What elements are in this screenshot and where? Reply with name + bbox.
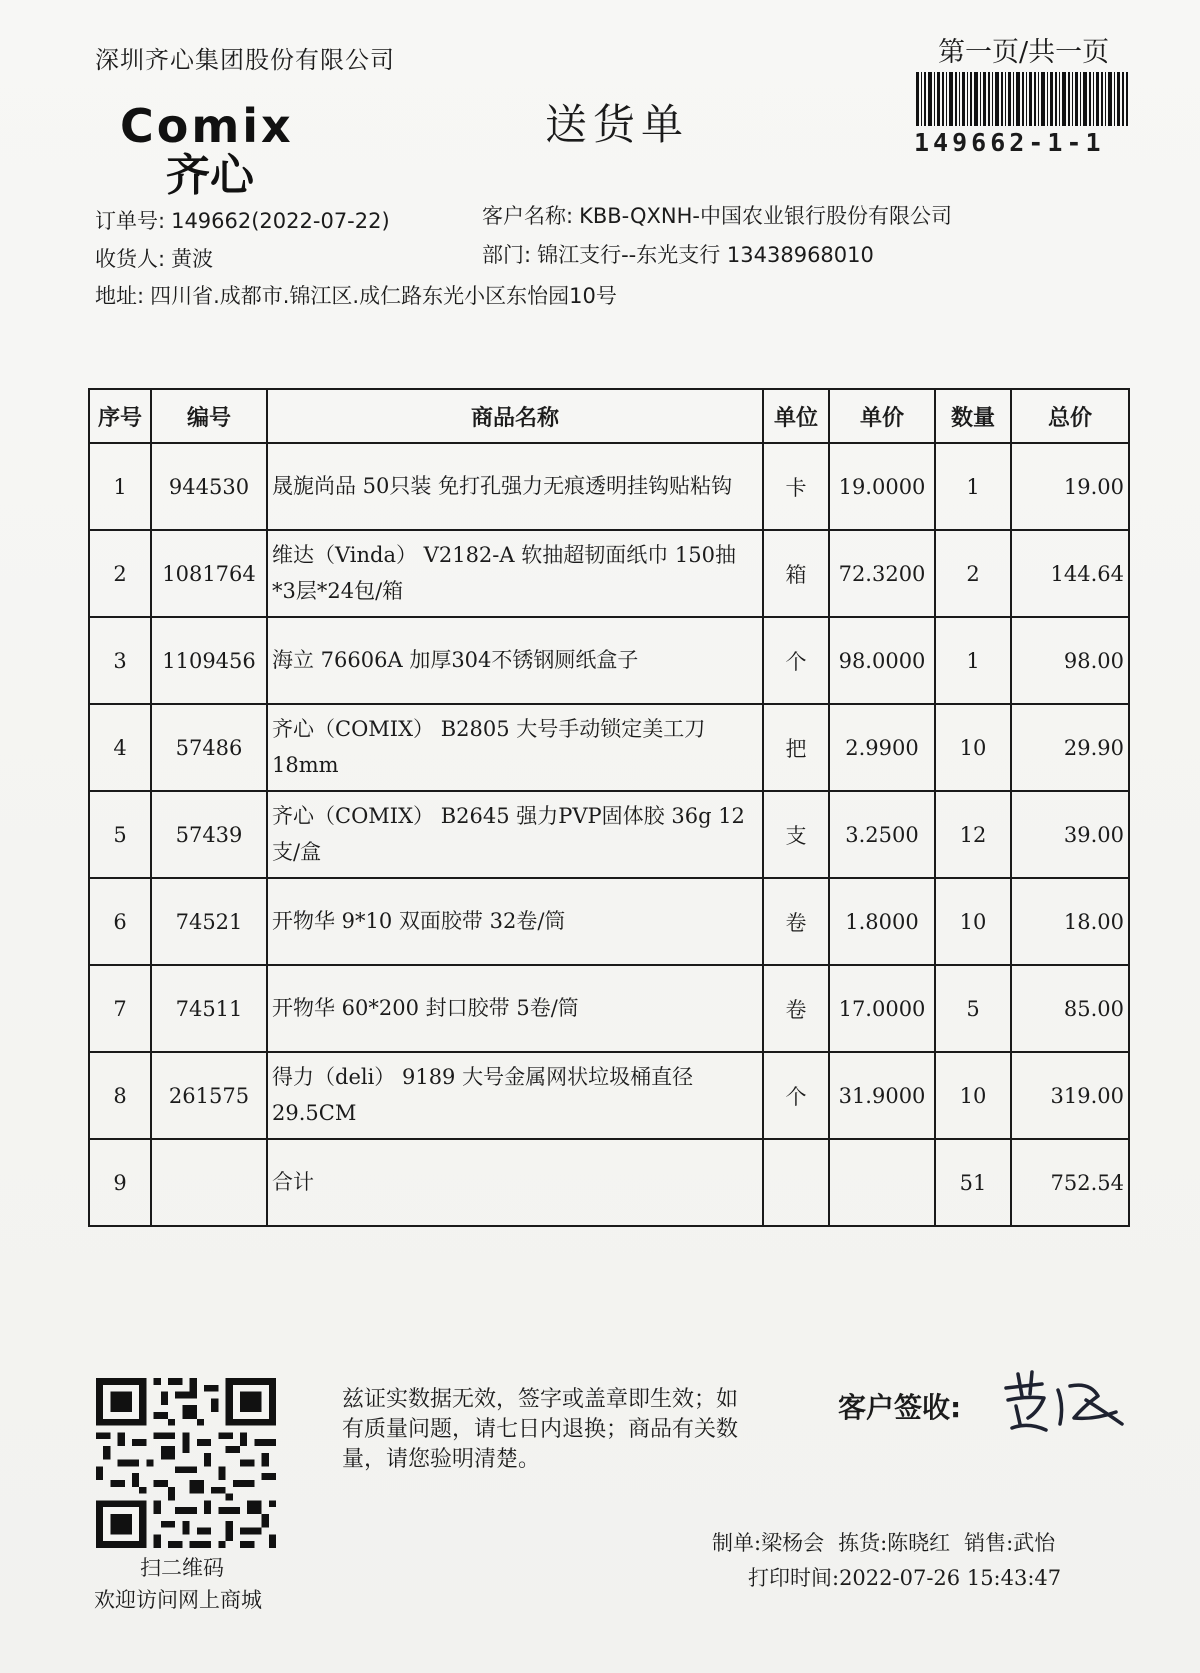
cell-total: 85.00 (1011, 965, 1129, 1052)
cell-code: 1109456 (151, 617, 267, 704)
table-row (89, 530, 1129, 617)
cell-quantity: 10 (935, 1052, 1011, 1139)
cell-quantity: 1 (935, 617, 1011, 704)
handwritten-signature (998, 1366, 1128, 1436)
cell-product-name: 开物华 60*200 封口胶带 5卷/筒 (267, 965, 763, 1052)
cell-product-name: 晟旎尚品 50只装 免打孔强力无痕透明挂钩贴粘钩 (267, 443, 763, 530)
cell-unit: 卷 (763, 878, 829, 965)
header-unit-price: 单价 (829, 389, 935, 443)
address (95, 280, 617, 310)
cell-code (151, 1139, 267, 1226)
cell-unit-price: 98.0000 (829, 617, 935, 704)
cell-seq: 4 (89, 704, 151, 791)
cell-total-label: 合计 (267, 1139, 763, 1226)
qr-caption-scan: 扫二维码 (140, 1556, 224, 1580)
cell-product-name: 齐心（COMIX） B2805 大号手动锁定美工刀 18mm (267, 704, 763, 791)
comix-logo (118, 98, 338, 196)
cell-unit-price: 31.9000 (829, 1052, 935, 1139)
cell-code: 1081764 (151, 530, 267, 617)
cell-unit-price: 3.2500 (829, 791, 935, 878)
address-label: 地址: (95, 284, 145, 308)
header-unit: 单位 (763, 389, 829, 443)
sales: 销售:武怡 (964, 1531, 1056, 1555)
cell-quantity: 1 (935, 443, 1011, 530)
cell-product-name: 海立 76606A 加厚304不锈钢厕纸盒子 (267, 617, 763, 704)
cell-unit: 卷 (763, 965, 829, 1052)
customer-name (482, 200, 952, 230)
cell-unit: 箱 (763, 530, 829, 617)
cell-seq: 7 (89, 965, 151, 1052)
table-row (89, 1052, 1129, 1139)
table-header-row (89, 389, 1129, 443)
staff-info (712, 1527, 1069, 1557)
cell-seq: 8 (89, 1052, 151, 1139)
customer-name-label: 客户名称: (482, 204, 574, 228)
receiver-value: 黄波 (171, 247, 214, 271)
cell-unit: 把 (763, 704, 829, 791)
cell-total: 19.00 (1011, 443, 1129, 530)
cell-unit (763, 1139, 829, 1226)
page-info: 第一页/共一页 (938, 37, 1110, 68)
cell-seq: 5 (89, 791, 151, 878)
cell-unit: 支 (763, 791, 829, 878)
table-row (89, 878, 1129, 965)
cell-seq: 3 (89, 617, 151, 704)
cell-quantity: 5 (935, 965, 1011, 1052)
cell-seq: 1 (89, 443, 151, 530)
cell-total: 39.00 (1011, 791, 1129, 878)
cell-code: 74511 (151, 965, 267, 1052)
table-row (89, 791, 1129, 878)
cell-product-name: 得力（deli） 9189 大号金属网状垃圾桶直径29.5CM (267, 1052, 763, 1139)
cell-unit-price: 19.0000 (829, 443, 935, 530)
cell-total: 144.64 (1011, 530, 1129, 617)
receiver-label: 收货人: (95, 247, 166, 271)
cell-unit-price: 2.9900 (829, 704, 935, 791)
cell-unit-price (829, 1139, 935, 1226)
cell-product-name: 齐心（COMIX） B2645 强力PVP固体胶 36g 12支/盒 (267, 791, 763, 878)
cell-unit: 个 (763, 1052, 829, 1139)
header-quantity: 数量 (935, 389, 1011, 443)
cell-code: 944530 (151, 443, 267, 530)
cell-code: 57439 (151, 791, 267, 878)
cell-seq: 2 (89, 530, 151, 617)
svg-text:Comix: Comix (120, 99, 294, 153)
cell-unit: 卡 (763, 443, 829, 530)
cell-seq: 9 (89, 1139, 151, 1226)
barcode-number: 149662-1-1 (914, 128, 1105, 157)
company-name: 深圳齐心集团股份有限公司 (95, 46, 395, 74)
qr-code (96, 1378, 276, 1548)
customer-sign-label: 客户签收: (838, 1391, 962, 1424)
cell-total: 319.00 (1011, 1052, 1129, 1139)
notice-text: 兹证实数据无效，签字或盖章即生效；如有质量问题，请七日内退换；商品有关数量，请您验明清楚。 (342, 1387, 739, 1472)
cell-unit: 个 (763, 617, 829, 704)
order-number (95, 205, 390, 235)
cell-code: 57486 (151, 704, 267, 791)
cell-product-name: 维达（Vinda） V2182-A 软抽超韧面纸巾 150抽*3层*24包/箱 (267, 530, 763, 617)
cell-seq: 6 (89, 878, 151, 965)
table-row (89, 443, 1129, 530)
header-product-name: 商品名称 (267, 389, 763, 443)
customer-name-value: KBB-QXNH-中国农业银行股份有限公司 (579, 204, 953, 228)
department-value: 锦江支行--东光支行 13438968010 (537, 243, 874, 267)
table-row (89, 965, 1129, 1052)
department-label: 部门: (482, 243, 532, 267)
cell-total: 29.90 (1011, 704, 1129, 791)
department (482, 239, 874, 269)
cell-code: 74521 (151, 878, 267, 965)
maker: 制单:梁杨会 (712, 1531, 825, 1555)
cell-quantity: 10 (935, 878, 1011, 965)
print-time: 打印时间:2022-07-26 15:43:47 (748, 1566, 1062, 1590)
document-title: 送货单 (545, 100, 690, 149)
header-seq: 序号 (89, 389, 151, 443)
order-number-label: 订单号: (95, 209, 166, 233)
svg-text:齐心: 齐心 (166, 150, 254, 196)
barcode (916, 72, 1128, 126)
cell-quantity: 2 (935, 530, 1011, 617)
picker: 拣货:陈晓红 (838, 1531, 951, 1555)
cell-grand-total: 752.54 (1011, 1139, 1129, 1226)
cell-total-quantity: 51 (935, 1139, 1011, 1226)
cell-unit-price: 17.0000 (829, 965, 935, 1052)
table-row (89, 704, 1129, 791)
table-total-row (89, 1139, 1129, 1226)
header-code: 编号 (151, 389, 267, 443)
cell-unit-price: 72.3200 (829, 530, 935, 617)
table-row (89, 617, 1129, 704)
address-value: 四川省.成都市.锦江区.成仁路东光小区东怡园10号 (150, 284, 617, 308)
qr-caption-welcome: 欢迎访问网上商城 (94, 1588, 262, 1612)
cell-unit-price: 1.8000 (829, 878, 935, 965)
goods-table (88, 388, 1130, 1227)
cell-total: 18.00 (1011, 878, 1129, 965)
cell-quantity: 12 (935, 791, 1011, 878)
cell-code: 261575 (151, 1052, 267, 1139)
cell-total: 98.00 (1011, 617, 1129, 704)
receiver (95, 243, 213, 273)
header-total: 总价 (1011, 389, 1129, 443)
cell-quantity: 10 (935, 704, 1011, 791)
cell-product-name: 开物华 9*10 双面胶带 32卷/筒 (267, 878, 763, 965)
order-number-value: 149662(2022-07-22) (171, 209, 390, 233)
